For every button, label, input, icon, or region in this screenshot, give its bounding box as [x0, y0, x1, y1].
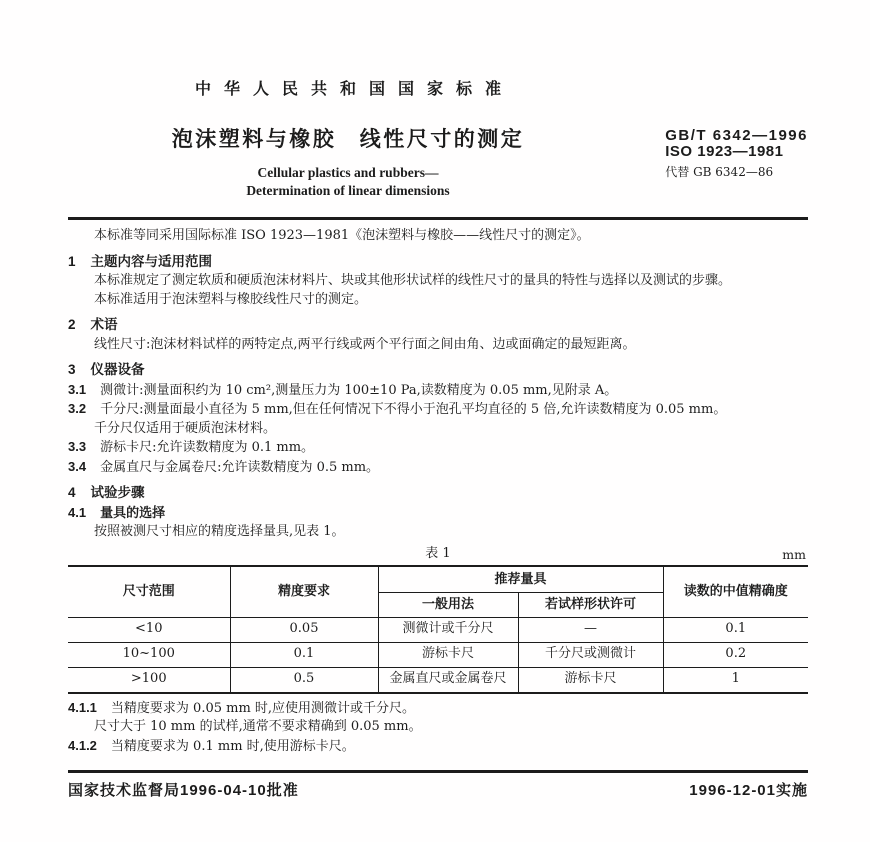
clause-3-3-number: 3.3	[68, 439, 87, 454]
cell-median: 1	[663, 667, 808, 693]
clause-3-2-note: 千分尺仅适用于硬质泡沫材料。	[94, 420, 277, 436]
column-header-general-use: 一般用法	[378, 592, 518, 617]
clause-3-4-number: 3.4	[68, 458, 87, 474]
measuring-tool-table	[68, 565, 808, 694]
supersedes-note: 代替 GB 6342—86	[665, 165, 774, 179]
clause-4-1	[68, 505, 808, 523]
cell-general: 金属直尺或金属卷尺	[378, 667, 518, 693]
standard-title-english	[68, 164, 628, 200]
section-2-heading	[68, 317, 808, 334]
column-header-precision: 精度要求	[230, 566, 378, 618]
section-2-number: 2	[68, 317, 76, 332]
clause-4-1-1-number: 4.1.1	[68, 699, 97, 715]
standard-title-english-line2: Determination of linear dimensions	[246, 183, 450, 198]
clause-3-4	[68, 459, 808, 477]
section-1-paragraph-1: 本标准规定了测定软质和硬质泡沫材料片、块或其他形状试样的线性尺寸的量具的特性与选择以及测试的步骤。	[94, 273, 732, 288]
clause-4-1-2-number: 4.1.2	[68, 737, 97, 753]
clause-4-1-1-text: 当精度要求为 0.05 mm 时,应使用测微计或千分尺。	[110, 700, 416, 716]
cell-general: 游标卡尺	[378, 642, 518, 667]
clause-4-1-1-note: 尺寸大于 10 mm 的试样,通常不要求精确到 0.05 mm。	[94, 719, 422, 734]
section-1-title: 主题内容与适用范围	[90, 253, 213, 269]
clause-4-1-number: 4.1	[68, 504, 87, 520]
table-caption: 表 1	[425, 545, 451, 561]
header-title-block	[68, 76, 628, 200]
column-header-size-range: 尺寸范围	[68, 566, 230, 618]
national-standard-banner: 中华人民共和国国家标准	[194, 81, 514, 98]
clause-4-1-text: 量具的选择	[100, 504, 166, 520]
cell-range: 10~100	[68, 642, 230, 667]
intro-paragraph: 本标准等同采用国际标准 ISO 1923—1981《泡沫塑料与橡胶——线性尺寸的测定》。	[94, 228, 590, 243]
section-3-title: 仪器设备	[90, 362, 145, 377]
clause-4-1-paragraph: 按照被测尺寸相应的精度选择量具,见表 1。	[94, 524, 345, 539]
section-1-heading	[68, 254, 808, 271]
cell-if-shape: 千分尺或测微计	[518, 642, 663, 667]
footer-text-row	[68, 779, 808, 800]
cell-range: <10	[68, 617, 230, 642]
clause-3-1-text: 测微计:测量面积约为 10 cm²,测量压力为 100±10 Pa,读数精度为 0.05 mm,见附录 A。	[100, 382, 618, 398]
cell-precision: 0.05	[230, 617, 378, 642]
approval-text: 国家技术监督局1996-04-10批准	[68, 781, 299, 799]
document-footer	[68, 770, 808, 800]
standard-title-chinese: 泡沫塑料与橡胶 线性尺寸的测定	[171, 128, 525, 151]
clause-3-4-text: 金属直尺与金属卷尺:允许读数精度为 0.5 mm。	[100, 459, 380, 475]
table-header-row-1	[68, 566, 808, 593]
cell-precision: 0.5	[230, 667, 378, 693]
cell-median: 0.1	[663, 617, 808, 642]
section-4-title: 试验步骤	[90, 485, 145, 500]
cell-precision: 0.1	[230, 642, 378, 667]
table-row	[68, 642, 808, 667]
column-header-median-accuracy: 读数的中值精确度	[663, 566, 808, 618]
section-1-number: 1	[68, 253, 76, 269]
standard-number: GB/T 6342—1996	[665, 127, 808, 144]
clause-3-1-number: 3.1	[68, 381, 87, 397]
cell-if-shape: —	[518, 617, 663, 642]
section-2-title: 术语	[90, 317, 118, 332]
effective-date-text: 1996-12-01实施	[689, 781, 808, 799]
clause-3-3	[68, 439, 808, 457]
document-body	[68, 228, 808, 755]
cell-range: >100	[68, 667, 230, 693]
standard-number-block	[665, 128, 808, 179]
clause-4-1-2	[68, 738, 808, 756]
table-caption-row	[68, 546, 808, 563]
document-header	[68, 0, 808, 200]
footer-divider-rule	[68, 770, 808, 773]
clause-3-1	[68, 382, 808, 400]
column-header-recommended-tools: 推荐量具	[378, 566, 663, 593]
section-1-paragraph-2: 本标准适用于泡沫塑料与橡胶线性尺寸的测定。	[94, 291, 368, 307]
table-unit-label: mm	[782, 546, 806, 562]
cell-general: 测微计或千分尺	[378, 617, 518, 642]
clause-4-1-1	[68, 700, 808, 718]
clause-3-2	[68, 401, 808, 419]
section-3-number: 3	[68, 362, 76, 377]
clause-3-2-text: 千分尺:测量面最小直径为 5 mm,但在任何情况下不得小于泡孔平均直径的 5 倍,允许读数精度为 0.05 mm。	[100, 402, 727, 417]
section-2-paragraph-1: 线性尺寸:泡沫材料试样的两特定点,两平行线或两个平行面之间由角、边或面确定的最短距离。	[94, 336, 636, 352]
section-3-heading	[68, 362, 808, 379]
document-content	[68, 0, 808, 757]
clause-3-3-text: 游标卡尺:允许读数精度为 0.1 mm。	[100, 440, 315, 455]
section-4-heading	[68, 485, 808, 502]
cell-median: 0.2	[663, 642, 808, 667]
clause-4-1-2-text: 当精度要求为 0.1 mm 时,使用游标卡尺。	[110, 738, 355, 754]
table-row	[68, 617, 808, 642]
iso-number: ISO 1923—1981	[665, 143, 784, 160]
cell-if-shape: 游标卡尺	[518, 667, 663, 693]
standard-title-english-line1: Cellular plastics and rubbers—	[257, 165, 439, 180]
section-4-number: 4	[68, 485, 76, 500]
header-divider-rule	[68, 217, 808, 220]
column-header-if-shape-permits: 若试样形状许可	[518, 592, 663, 617]
table-row	[68, 667, 808, 693]
clause-3-2-number: 3.2	[68, 401, 87, 416]
